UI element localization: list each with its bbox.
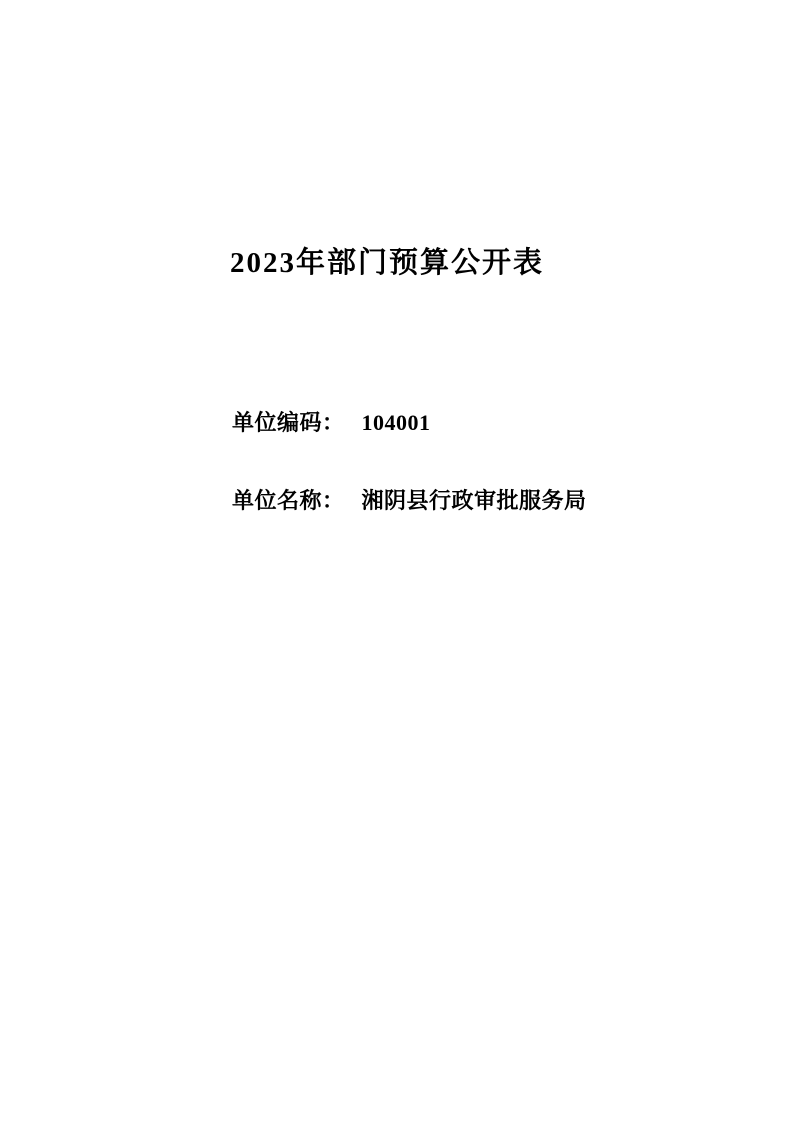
- unit-code-value: 104001: [361, 410, 431, 435]
- unit-name-label: 单位名称：: [232, 488, 345, 513]
- unit-code-label: 单位编码：: [232, 410, 345, 435]
- unit-code-row: [232, 412, 431, 434]
- unit-name-value: 湘阴县行政审批服务局: [361, 488, 587, 513]
- document-title: 2023年部门预算公开表: [229, 247, 544, 279]
- unit-name-row: [232, 490, 587, 512]
